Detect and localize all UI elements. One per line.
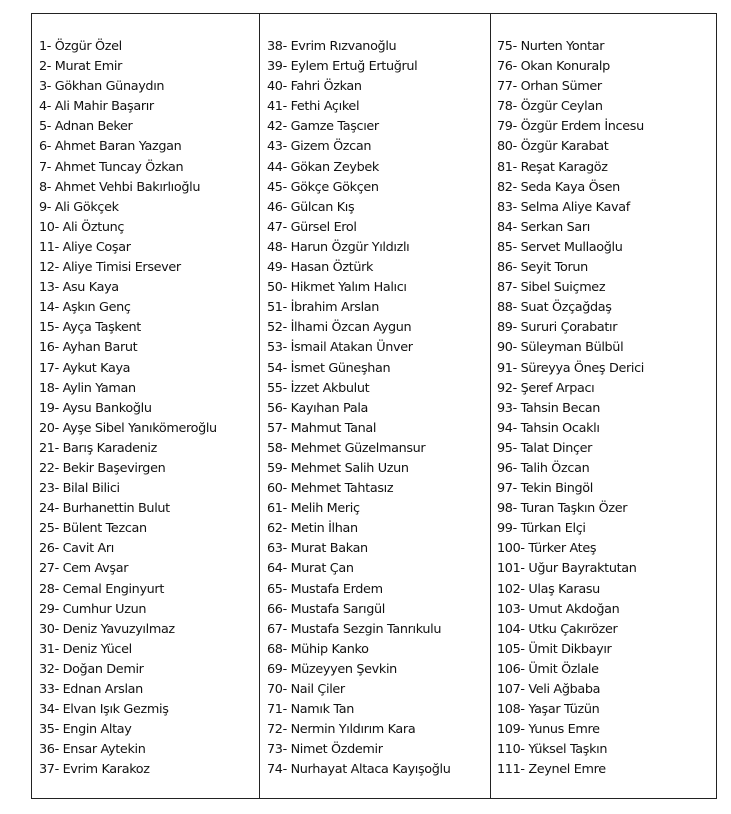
name-entry: 7- Ahmet Tuncay Özkan (39, 159, 184, 175)
name-entry: 4- Ali Mahir Başarır (39, 99, 154, 115)
name-entry: 102- Ulaş Karasu (497, 581, 600, 597)
name-entry: 37- Evrim Karakoz (39, 762, 150, 778)
name-entry: 42- Gamze Taşcıer (267, 119, 379, 135)
name-entry: 96- Talih Özcan (497, 460, 590, 476)
name-entry: 33- Ednan Arslan (39, 682, 143, 697)
name-entry: 23- Bilal Bilici (39, 481, 120, 497)
name-entry: 11- Aliye Coşar (39, 239, 131, 255)
name-entry: 20- Ayşe Sibel Yanıkömeroğlu (39, 420, 217, 436)
name-entry: 39- Eylem Ertuğ Ertuğrul (267, 59, 418, 75)
name-entry: 35- Engin Altay (39, 722, 132, 738)
name-entry: 81- Reşat Karagöz (497, 159, 608, 175)
name-entry: 46- Gülcan Kış (267, 199, 355, 215)
name-entry: 41- Fethi Açıkel (267, 99, 360, 115)
name-entry: 88- Suat Özçağdaş (497, 300, 612, 316)
name-entry: 58- Mehmet Güzelmansur (267, 440, 426, 456)
name-entry: 30- Deniz Yavuzyılmaz (39, 621, 175, 637)
name-entry: 100- Türker Ateş (497, 541, 597, 557)
name-entry: 36- Ensar Aytekin (39, 742, 146, 758)
name-entry: 1- Özgür Özel (39, 39, 122, 54)
name-entry: 54- İsmet Güneşhan (267, 360, 391, 376)
name-entry: 101- Uğur Bayraktutan (497, 561, 637, 577)
name-entry: 92- Şeref Arpacı (497, 380, 595, 396)
name-entry: 104- Utku Çakırözer (497, 621, 618, 637)
name-entry: 53- İsmail Atakan Ünver (267, 340, 413, 356)
name-entry: 111- Zeynel Emre (497, 762, 606, 778)
name-list-table (31, 13, 717, 799)
name-entry: 71- Namık Tan (267, 702, 354, 718)
name-entry: 28- Cemal Enginyurt (39, 581, 165, 597)
name-entry: 66- Mustafa Sarıgül (267, 601, 385, 617)
name-entry: 50- Hikmet Yalım Halıcı (267, 280, 407, 296)
name-list (267, 37, 490, 780)
name-entry: 68- Mühip Kanko (267, 641, 369, 657)
name-entry: 52- İlhami Özcan Aygun (267, 320, 412, 336)
name-entry: 85- Servet Mullaoğlu (497, 239, 623, 255)
name-entry: 108- Yaşar Tüzün (497, 702, 600, 718)
name-entry: 15- Ayça Taşkent (39, 320, 141, 336)
name-entry: 9- Ali Gökçek (39, 199, 119, 215)
name-entry: 82- Seda Kaya Ösen (497, 179, 620, 195)
name-entry: 84- Serkan Sarı (497, 219, 590, 235)
name-entry: 76- Okan Konuralp (497, 59, 610, 75)
name-entry: 79- Özgür Erdem İncesu (497, 119, 644, 135)
name-entry: 16- Ayhan Barut (39, 340, 138, 356)
name-entry: 74- Nurhayat Altaca Kayışoğlu (267, 762, 451, 778)
name-entry: 14- Aşkın Genç (39, 300, 131, 316)
name-entry: 109- Yunus Emre (497, 722, 600, 738)
name-entry: 99- Türkan Elçi (497, 521, 586, 537)
name-entry: 45- Gökçe Gökçen (267, 179, 379, 195)
name-entry: 27- Cem Avşar (39, 561, 129, 577)
name-entry: 56- Kayıhan Pala (267, 400, 369, 416)
name-entry: 31- Deniz Yücel (39, 641, 132, 657)
name-entry: 91- Süreyya Öneş Derici (497, 360, 644, 376)
name-entry: 105- Ümit Dikbayır (497, 641, 612, 657)
name-entry: 12- Aliye Timisi Ersever (39, 260, 181, 276)
name-entry: 32- Doğan Demir (39, 661, 144, 677)
name-entry: 73- Nimet Özdemir (267, 742, 383, 758)
name-list (39, 37, 259, 780)
name-entry: 75- Nurten Yontar (497, 39, 605, 54)
name-entry: 70- Nail Çiler (267, 682, 345, 697)
name-entry: 80- Özgür Karabat (497, 139, 609, 155)
name-entry: 83- Selma Aliye Kavaf (497, 199, 630, 215)
name-entry: 24- Burhanettin Bulut (39, 501, 170, 517)
name-entry: 90- Süleyman Bülbül (497, 340, 624, 356)
name-entry: 38- Evrim Rızvanoğlu (267, 39, 397, 54)
name-entry: 97- Tekin Bingöl (497, 481, 593, 497)
name-column-1 (32, 14, 260, 798)
name-entry: 64- Murat Çan (267, 561, 354, 577)
name-column-2 (260, 14, 491, 798)
name-entry: 65- Mustafa Erdem (267, 581, 383, 597)
name-entry: 19- Aysu Bankoğlu (39, 400, 152, 416)
name-entry: 67- Mustafa Sezgin Tanrıkulu (267, 621, 442, 637)
name-entry: 87- Sibel Suiçmez (497, 280, 606, 296)
name-entry: 98- Turan Taşkın Özer (497, 501, 628, 517)
name-entry: 110- Yüksel Taşkın (497, 742, 608, 758)
name-entry: 57- Mahmut Tanal (267, 420, 377, 436)
name-entry: 25- Bülent Tezcan (39, 521, 147, 537)
name-entry: 78- Özgür Ceylan (497, 99, 603, 115)
name-entry: 5- Adnan Beker (39, 119, 133, 135)
name-entry: 49- Hasan Öztürk (267, 260, 374, 276)
name-entry: 62- Metin İlhan (267, 521, 358, 537)
name-entry: 40- Fahri Özkan (267, 79, 362, 95)
name-entry: 61- Melih Meriç (267, 501, 360, 517)
name-entry: 106- Ümit Özlale (497, 661, 599, 677)
name-column-3 (491, 14, 716, 798)
name-entry: 8- Ahmet Vehbi Bakırlıoğlu (39, 179, 201, 195)
name-entry: 48- Harun Özgür Yıldızlı (267, 239, 410, 255)
name-entry: 72- Nermin Yıldırım Kara (267, 722, 416, 738)
name-entry: 86- Seyit Torun (497, 260, 588, 276)
name-entry: 17- Aykut Kaya (39, 360, 131, 376)
name-entry: 26- Cavit Arı (39, 541, 114, 557)
name-entry: 29- Cumhur Uzun (39, 601, 147, 617)
name-entry: 60- Mehmet Tahtasız (267, 481, 394, 497)
name-entry: 13- Asu Kaya (39, 280, 119, 296)
name-entry: 34- Elvan Işık Gezmiş (39, 702, 169, 718)
name-entry: 93- Tahsin Becan (497, 400, 601, 416)
name-list (497, 37, 716, 780)
name-entry: 3- Gökhan Günaydın (39, 79, 165, 95)
name-entry: 69- Müzeyyen Şevkin (267, 661, 397, 677)
name-entry: 107- Veli Ağbaba (497, 682, 601, 697)
name-entry: 6- Ahmet Baran Yazgan (39, 139, 182, 155)
name-entry: 2- Murat Emir (39, 59, 122, 75)
name-entry: 94- Tahsin Ocaklı (497, 420, 600, 436)
name-entry: 55- İzzet Akbulut (267, 380, 370, 396)
name-entry: 59- Mehmet Salih Uzun (267, 460, 409, 476)
name-entry: 44- Gökan Zeybek (267, 159, 379, 175)
name-entry: 47- Gürsel Erol (267, 219, 357, 235)
name-entry: 18- Aylin Yaman (39, 380, 136, 396)
name-entry: 43- Gizem Özcan (267, 139, 372, 155)
name-entry: 21- Barış Karadeniz (39, 440, 157, 456)
name-entry: 89- Sururi Çorabatır (497, 320, 618, 336)
name-entry: 77- Orhan Sümer (497, 79, 602, 95)
name-entry: 95- Talat Dinçer (497, 440, 593, 456)
name-entry: 103- Umut Akdoğan (497, 601, 620, 617)
name-entry: 63- Murat Bakan (267, 541, 368, 557)
name-entry: 51- İbrahim Arslan (267, 300, 380, 316)
name-entry: 10- Ali Öztunç (39, 219, 125, 235)
name-entry: 22- Bekir Başevirgen (39, 460, 166, 476)
